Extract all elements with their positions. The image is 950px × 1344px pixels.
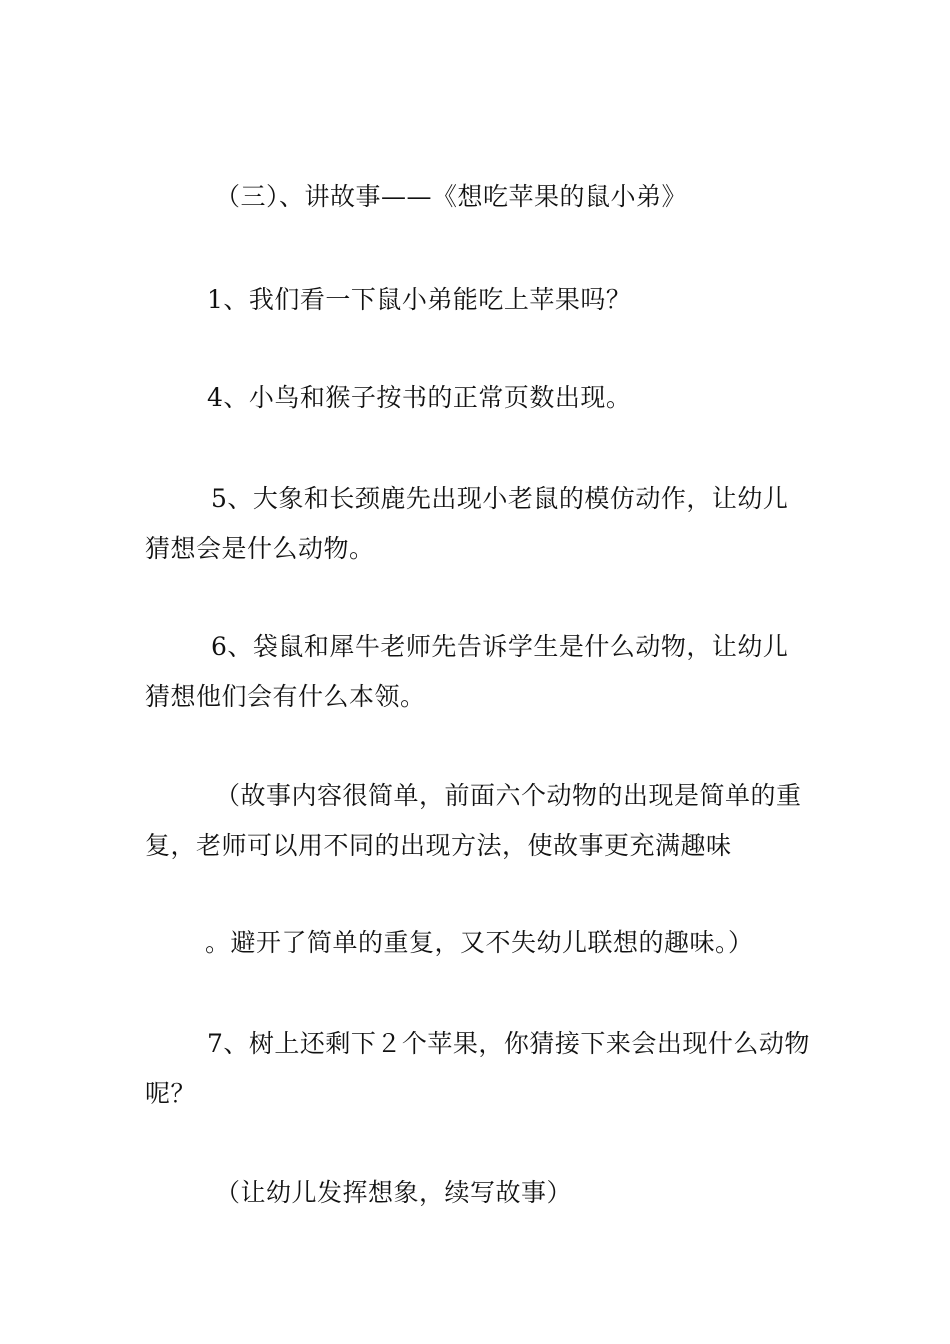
text-line: 复，老师可以用不同的出现方法，使故事更充满趣味 bbox=[145, 831, 732, 860]
text-line: 5、大象和长颈鹿先出现小老鼠的模仿动作，让幼儿 bbox=[211, 484, 789, 513]
paragraph-item-4 bbox=[207, 373, 877, 423]
text-line: （让幼儿发挥想象，续写故事） bbox=[215, 1178, 573, 1207]
paragraph-note-continued bbox=[205, 918, 875, 968]
text-line: （三）、讲故事——《想吃苹果的鼠小弟》 bbox=[215, 182, 688, 211]
paragraph-note bbox=[145, 771, 815, 871]
text-line: 猜想会是什么动物。 bbox=[145, 534, 375, 563]
text-line: （故事内容很简单，前面六个动物的出现是简单的重 bbox=[215, 781, 802, 810]
text-line: 猜想他们会有什么本领。 bbox=[145, 682, 426, 711]
text-line: 。避开了简单的重复，又不失幼儿联想的趣味。） bbox=[205, 928, 754, 957]
paragraph-instruction bbox=[215, 1168, 885, 1218]
text-line: 4、小鸟和猴子按书的正常页数出现。 bbox=[207, 383, 632, 412]
text-line: 7、树上还剩下２个苹果，你猜接下来会出现什么动物 bbox=[207, 1029, 810, 1058]
text-line: 1、我们看一下鼠小弟能吃上苹果吗？ bbox=[207, 285, 632, 314]
text-line: 6、袋鼠和犀牛老师先告诉学生是什么动物，让幼儿 bbox=[211, 632, 789, 661]
paragraph-item-6 bbox=[145, 622, 815, 722]
text-line: 呢？ bbox=[145, 1079, 197, 1108]
section-heading bbox=[215, 172, 885, 222]
paragraph-item-7 bbox=[145, 1019, 815, 1119]
paragraph-item-5 bbox=[145, 474, 815, 574]
paragraph-item-1 bbox=[207, 275, 877, 325]
